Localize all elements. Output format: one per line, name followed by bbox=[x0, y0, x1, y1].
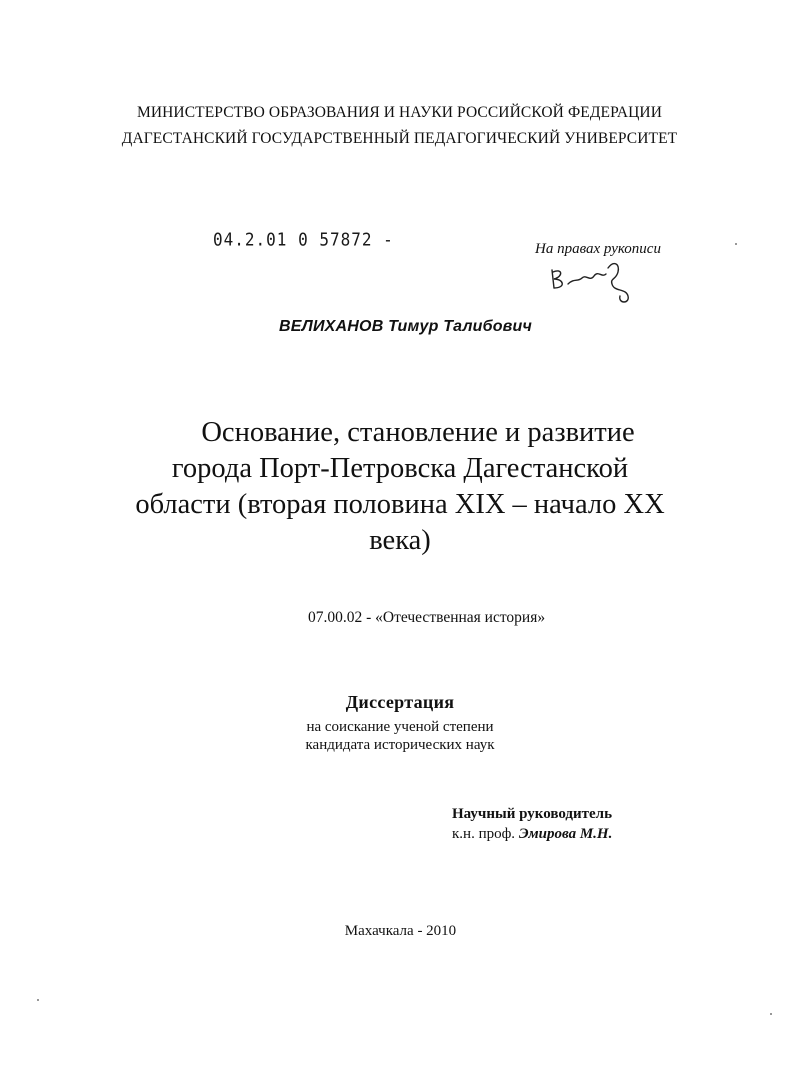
adviser-label: Научный руководитель bbox=[452, 806, 612, 822]
adviser-line bbox=[452, 826, 612, 843]
dissertation-title bbox=[100, 415, 700, 559]
inventory-number-stamp: 04.2.01 0 57872 - bbox=[213, 229, 394, 250]
university-heading: ДАГЕСТАНСКИЙ ГОСУДАРСТВЕННЫЙ ПЕДАГОГИЧЕСКИЙ УНИВЕРСИТЕТ bbox=[121, 130, 678, 147]
degree-line-1: на соискание ученой степени bbox=[306, 719, 494, 735]
scan-speck bbox=[735, 243, 737, 245]
title-line-2: города Порт-Петровска Дагестанской bbox=[171, 453, 629, 484]
scan-speck bbox=[770, 1013, 772, 1015]
specialty-code: 07.00.02 - «Отечественная история» bbox=[308, 609, 546, 626]
title-line-3: области (вторая половина XIX – начало XX bbox=[135, 489, 665, 520]
author-name: ВЕЛИХАНОВ Тимур Талибович bbox=[278, 318, 533, 335]
dissertation-heading: Диссертация bbox=[345, 692, 455, 712]
adviser-degree: к.н. проф. bbox=[452, 826, 516, 842]
title-line-1: Основание, становление и развитие bbox=[201, 417, 635, 448]
degree-line-2: кандидата исторических наук bbox=[305, 737, 495, 753]
ministry-heading: МИНИСТЕРСТВО ОБРАЗОВАНИЯ И НАУКИ РОССИЙСКОЙ ФЕДЕРАЦИИ bbox=[136, 104, 663, 121]
adviser-name: Эмирова М.Н. bbox=[518, 826, 613, 842]
handwritten-signature bbox=[548, 258, 638, 306]
city-year: Махачкала - 2010 bbox=[344, 923, 457, 939]
scan-speck bbox=[37, 999, 39, 1001]
manuscript-rights-note: На правах рукописи bbox=[535, 241, 661, 257]
title-line-4: века) bbox=[369, 525, 431, 556]
